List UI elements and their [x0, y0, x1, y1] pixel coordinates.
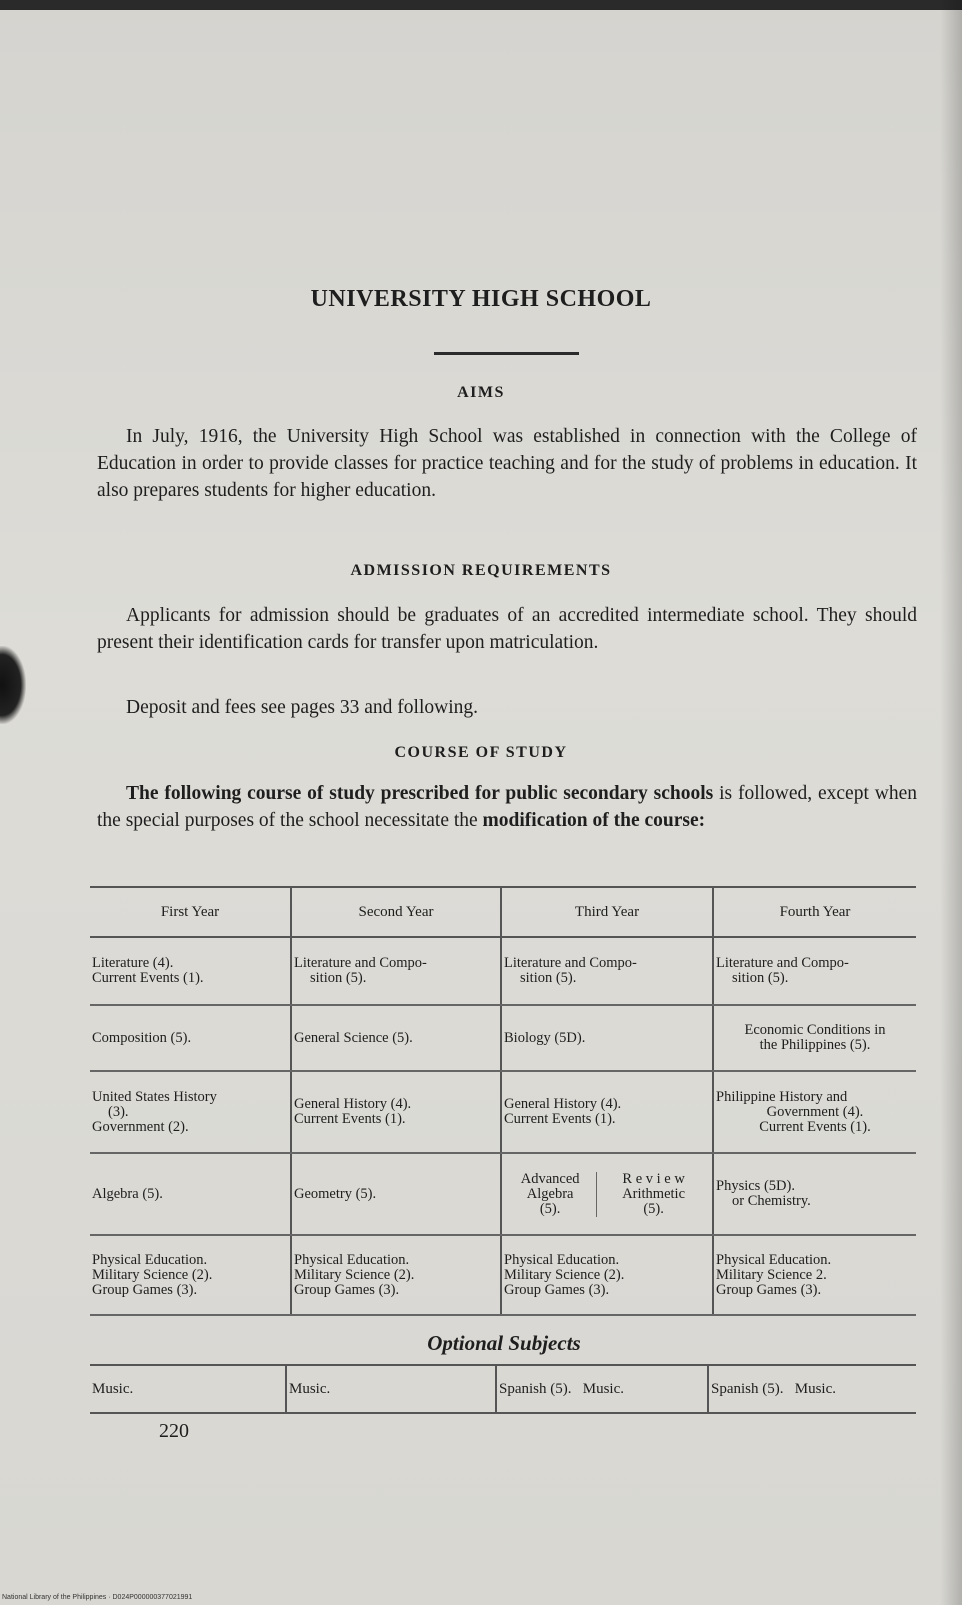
table-row — [90, 1005, 916, 1071]
cell — [90, 937, 291, 1005]
cell-line: Literature and Compo- — [294, 955, 427, 971]
cell-line: Physical Education. — [504, 1251, 620, 1268]
deposit-note: Deposit and fees see pages 33 and following. — [126, 697, 478, 718]
cell-line: sition (5). — [732, 970, 789, 986]
optional-subjects-table — [90, 1364, 916, 1414]
cell — [291, 937, 501, 1005]
page-title: UNIVERSITY HIGH SCHOOL — [310, 286, 652, 312]
cell-line: (5). — [539, 1200, 561, 1217]
cell — [501, 1153, 713, 1235]
binding-mark — [0, 646, 26, 724]
cell-line: Biology (5D). — [504, 1029, 586, 1046]
cell — [713, 1005, 916, 1071]
advanced-algebra — [504, 1172, 597, 1217]
cell-line: Algebra (5). — [92, 1185, 163, 1202]
cell-line: Philippine History and — [716, 1088, 848, 1105]
cell-line: Literature (4). — [92, 955, 174, 971]
admission-paragraph: Applicants for admission should be graduates of an accredited intermediate school. They should present their identification cards for transfer upon matriculation. — [97, 605, 917, 653]
table-row — [90, 937, 916, 1005]
cell — [501, 1071, 713, 1153]
cell-line: Military Science (2). — [504, 1266, 625, 1283]
cell-line: Algebra — [526, 1185, 574, 1202]
cell — [713, 1071, 916, 1153]
cell-line: Literature and Compo- — [716, 955, 849, 971]
cell-line: Government (4). — [766, 1103, 864, 1120]
cell — [90, 1005, 291, 1071]
optional-third-year: Spanish (5). Music. — [496, 1365, 708, 1413]
title-rule — [434, 352, 579, 355]
cell-line: Current Events (1). — [759, 1118, 871, 1135]
optional-first-year: Music. — [90, 1365, 286, 1413]
course-intro-rest: is followed, except when the special purposes of the school necessitate the — [97, 783, 917, 831]
cell-line: Current Events (1). — [294, 1111, 406, 1127]
optional-second-year: Music. — [286, 1365, 496, 1413]
course-table — [90, 886, 916, 1316]
cell — [90, 1071, 291, 1153]
cell — [501, 937, 713, 1005]
course-intro-bold: The following course of study prescribed for public secondary schools — [126, 783, 714, 804]
cell — [501, 1005, 713, 1071]
header-first-year: First Year — [90, 887, 291, 937]
archive-footer: National Library of the Philippines · D024P000000377021991 — [2, 1594, 193, 1601]
table-row — [90, 1235, 916, 1315]
third-year-math-split — [504, 1172, 710, 1217]
course-heading: COURSE OF STUDY — [394, 744, 568, 761]
cell-line: Group Games (3). — [716, 1281, 822, 1298]
optional-subjects-heading: Optional Subjects — [427, 1331, 581, 1355]
cell — [713, 1235, 916, 1315]
cell-line: Military Science 2. — [716, 1266, 827, 1283]
cell-line: (5). — [643, 1200, 664, 1217]
cell — [291, 1235, 501, 1315]
header-fourth-year: Fourth Year — [713, 887, 916, 937]
cell-line: Military Science (2). — [294, 1266, 415, 1283]
cell-line: Group Games (3). — [504, 1281, 610, 1298]
cell — [713, 1153, 916, 1235]
cell-line: General Science (5). — [294, 1029, 413, 1046]
course-intro — [97, 780, 917, 834]
table-header-row — [90, 887, 916, 937]
cell-line: (3). — [108, 1103, 129, 1120]
cell-line: Composition (5). — [92, 1029, 192, 1046]
header-second-year: Second Year — [291, 887, 501, 937]
cell-line: the Philippines (5). — [759, 1037, 871, 1053]
cell — [90, 1153, 291, 1235]
cell — [501, 1235, 713, 1315]
page-right-shadow — [940, 0, 962, 1605]
page-number: 220 — [159, 1420, 189, 1442]
cell-line: General History (4). — [294, 1096, 412, 1112]
cell — [90, 1235, 291, 1315]
cell-line: Literature and Compo- — [504, 955, 637, 971]
cell-line: General History (4). — [504, 1096, 622, 1112]
cell-line: Economic Conditions in — [744, 1022, 886, 1038]
cell-line: R e v i e w — [622, 1170, 685, 1187]
table-row — [90, 1071, 916, 1153]
review-arithmetic — [597, 1172, 710, 1217]
page-top-edge — [0, 0, 962, 10]
cell — [291, 1071, 501, 1153]
cell — [713, 937, 916, 1005]
course-intro-bold-end: modification of the course: — [482, 810, 706, 831]
cell-line: Government (2). — [92, 1118, 189, 1135]
header-third-year: Third Year — [501, 887, 713, 937]
cell-line: Military Science (2). — [92, 1266, 213, 1283]
cell-line: Physics (5D). — [716, 1178, 795, 1194]
cell-line: United States History — [92, 1088, 217, 1105]
cell-line: Group Games (3). — [92, 1281, 198, 1298]
optional-fourth-year: Spanish (5). Music. — [708, 1365, 916, 1413]
cell — [291, 1153, 501, 1235]
table-row — [90, 1153, 916, 1235]
aims-heading: AIMS — [457, 384, 505, 401]
cell-line: Physical Education. — [294, 1251, 410, 1268]
cell — [291, 1005, 501, 1071]
aims-paragraph: In July, 1916, the University High School was established in connection with the College of Education in order to provide classes for practice teaching and for the study of problems in education. It also prepares students for higher education. — [97, 426, 917, 501]
cell-line: Advanced — [520, 1170, 580, 1187]
table-row — [90, 1365, 916, 1413]
cell-line: Current Events (1). — [92, 970, 204, 986]
cell-line: Current Events (1). — [504, 1111, 616, 1127]
cell-line: or Chemistry. — [732, 1193, 811, 1209]
cell-line: Group Games (3). — [294, 1281, 400, 1298]
cell-line: sition (5). — [310, 970, 367, 986]
cell-line: sition (5). — [520, 970, 577, 986]
admission-heading: ADMISSION REQUIREMENTS — [350, 562, 612, 579]
cell-line: Physical Education. — [716, 1251, 832, 1268]
cell-line: Geometry (5). — [294, 1185, 377, 1202]
cell-line: Arithmetic — [622, 1185, 686, 1202]
cell-line: Physical Education. — [92, 1251, 208, 1268]
